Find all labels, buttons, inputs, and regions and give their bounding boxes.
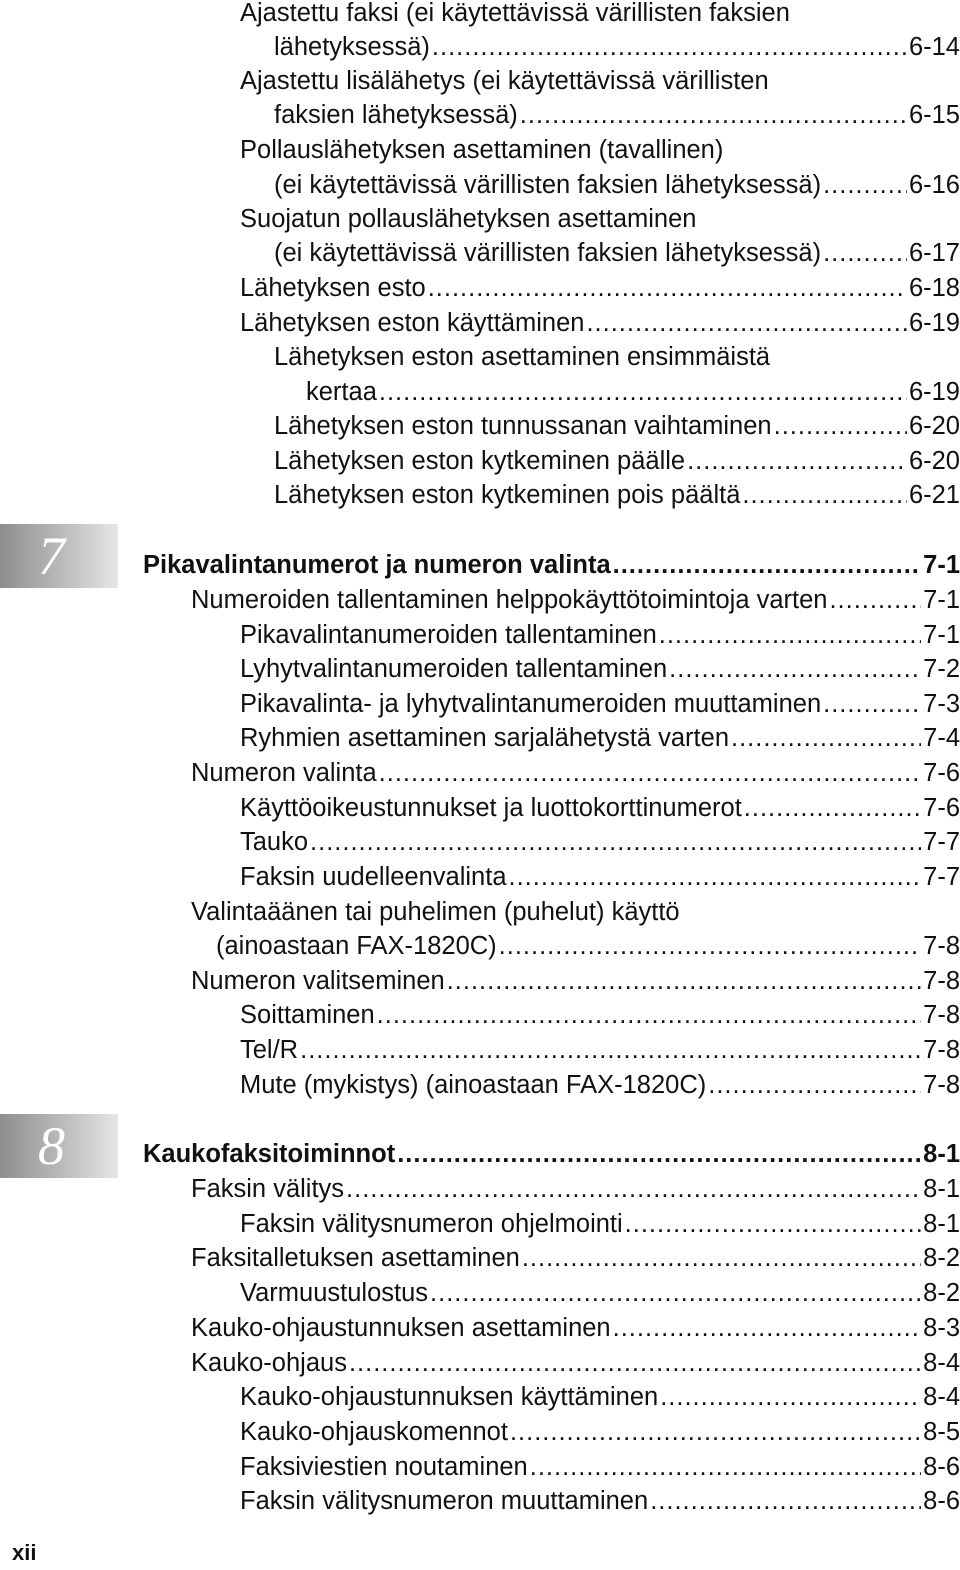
toc-entry-page: 6-19 bbox=[908, 309, 960, 337]
toc-entry-page: 6-15 bbox=[908, 101, 960, 129]
toc-entry[interactable] bbox=[240, 271, 960, 305]
toc-entry-title: Lähetyksen eston käyttäminen bbox=[240, 309, 585, 337]
toc-entry-page: 6-19 bbox=[908, 378, 960, 406]
chapter-title: Pikavalintanumerot ja numeron valinta bbox=[143, 551, 611, 579]
dot-leader bbox=[823, 168, 907, 202]
dot-leader bbox=[829, 583, 921, 617]
toc-entry[interactable] bbox=[191, 583, 960, 617]
toc-entry[interactable] bbox=[274, 409, 960, 443]
toc-entry[interactable] bbox=[240, 1276, 960, 1310]
toc-entry-title: (ei käytettävissä värillisten faksien lähetyksessä) bbox=[274, 239, 822, 267]
toc-entry[interactable] bbox=[240, 1033, 960, 1067]
dot-leader bbox=[731, 721, 921, 755]
toc-entry-page: 7-4 bbox=[923, 724, 960, 752]
toc-entry[interactable] bbox=[240, 721, 960, 755]
dot-leader bbox=[510, 1415, 921, 1449]
toc-entry-title: Faksitalletuksen asettaminen bbox=[191, 1244, 520, 1272]
toc-entry-title: Lyhytvalintanumeroiden tallentaminen bbox=[240, 655, 668, 683]
toc-entry-title: Kauko-ohjaustunnuksen käyttäminen bbox=[240, 1383, 659, 1411]
toc-entry[interactable] bbox=[274, 478, 960, 512]
toc-entry-title: Käyttöoikeustunnukset ja luottokorttinumerot bbox=[240, 794, 742, 822]
toc-entry-title: faksien lähetyksessä) bbox=[274, 101, 518, 129]
toc-entry[interactable] bbox=[240, 1207, 960, 1241]
dot-leader bbox=[430, 1276, 921, 1310]
toc-entry[interactable] bbox=[240, 1068, 960, 1102]
toc-entry-page: 7-7 bbox=[923, 828, 960, 856]
toc-entry-title: Lähetyksen esto bbox=[240, 274, 426, 302]
dot-leader bbox=[613, 548, 922, 582]
dot-leader bbox=[774, 409, 907, 443]
toc-entry-title: Faksin uudelleenvalinta bbox=[240, 863, 507, 891]
toc-entry-page: 6-14 bbox=[908, 33, 960, 61]
dot-leader bbox=[310, 825, 921, 859]
dot-leader bbox=[687, 444, 907, 478]
chapter-heading[interactable] bbox=[143, 548, 960, 582]
toc-entry[interactable] bbox=[274, 30, 960, 64]
toc-entry-page: 8-1 bbox=[923, 1210, 960, 1238]
dot-leader bbox=[669, 652, 921, 686]
toc-entry-page: 8-4 bbox=[923, 1349, 960, 1377]
toc-entry[interactable] bbox=[240, 1450, 960, 1484]
toc-entry-page: 8-2 bbox=[923, 1279, 960, 1307]
dot-leader bbox=[397, 1137, 921, 1171]
toc-entry[interactable] bbox=[240, 860, 960, 894]
chapter-tab-8 bbox=[0, 1114, 118, 1178]
toc-entry[interactable] bbox=[191, 1172, 960, 1206]
toc-entry-page: 6-16 bbox=[908, 171, 960, 199]
toc-entry[interactable] bbox=[240, 1380, 960, 1414]
toc-entry-title: Tauko bbox=[240, 828, 309, 856]
toc-entry-page: 8-6 bbox=[923, 1487, 960, 1515]
dot-leader bbox=[377, 998, 921, 1032]
toc-entry-page: 7-8 bbox=[923, 1001, 960, 1029]
dot-leader bbox=[300, 1033, 921, 1067]
chapter-page: 8-1 bbox=[923, 1140, 960, 1168]
toc-entry[interactable] bbox=[240, 1415, 960, 1449]
toc-entry-page: 8-5 bbox=[923, 1418, 960, 1446]
toc-entry-title: Varmuustulostus bbox=[240, 1279, 429, 1307]
toc-entry-title: Numeron valitseminen bbox=[191, 967, 445, 995]
toc-entry[interactable] bbox=[240, 825, 960, 859]
toc-entry-text: Ajastettu faksi (ei käytettävissä värillisten faksien bbox=[240, 0, 790, 27]
toc-entry[interactable] bbox=[240, 687, 960, 721]
dot-leader bbox=[346, 1172, 921, 1206]
toc-entry-text: Pollauslähetyksen asettaminen (tavallinen) bbox=[240, 136, 724, 164]
toc-entry-page: 6-20 bbox=[908, 447, 960, 475]
toc-entry-title: Faksin välitys bbox=[191, 1175, 345, 1203]
toc-entry-title: Soittaminen bbox=[240, 1001, 375, 1029]
dot-leader bbox=[744, 791, 921, 825]
toc-entry[interactable] bbox=[191, 1241, 960, 1275]
toc-entry-page: 7-7 bbox=[923, 863, 960, 891]
toc-entry-page: 7-8 bbox=[923, 1036, 960, 1064]
toc-entry-title: Mute (mykistys) (ainoastaan FAX-1820C) bbox=[240, 1071, 707, 1099]
dot-leader bbox=[625, 1207, 921, 1241]
toc-entry-title: Kauko-ohjaustunnuksen asettaminen bbox=[191, 1314, 611, 1342]
toc-entry[interactable] bbox=[306, 375, 960, 409]
toc-entry-title: Ryhmien asettaminen sarjalähetystä varten bbox=[240, 724, 729, 752]
toc-entry-title: Faksin välitysnumeron ohjelmointi bbox=[240, 1210, 623, 1238]
dot-leader bbox=[379, 756, 921, 790]
toc-entry-page: 7-1 bbox=[923, 586, 960, 614]
dot-leader bbox=[379, 375, 907, 409]
toc-entry-page: 7-1 bbox=[923, 621, 960, 649]
toc-entry-page: 7-2 bbox=[923, 655, 960, 683]
toc-entry-text: Suojatun pollauslähetyksen asettaminen bbox=[240, 205, 697, 233]
toc-entry-title: Lähetyksen eston tunnussanan vaihtaminen bbox=[274, 412, 772, 440]
toc-entry-text: Ajastettu lisälähetys (ei käytettävissä värillisten bbox=[240, 67, 769, 95]
dot-leader bbox=[742, 478, 907, 512]
toc-entry-title: lähetyksessä) bbox=[274, 33, 430, 61]
toc-entry-page: 7-8 bbox=[923, 1071, 960, 1099]
toc-entry-page: 8-4 bbox=[923, 1383, 960, 1411]
dot-leader bbox=[708, 1068, 921, 1102]
toc-entry[interactable] bbox=[274, 98, 960, 132]
toc-entry-title: Lähetyksen eston kytkeminen päälle bbox=[274, 447, 686, 475]
toc-entry[interactable] bbox=[274, 168, 960, 202]
chapter-heading[interactable] bbox=[143, 1137, 960, 1171]
dot-leader bbox=[522, 1241, 921, 1275]
toc-entry-title: Pikavalintanumeroiden tallentaminen bbox=[240, 621, 657, 649]
dot-leader bbox=[447, 964, 921, 998]
toc-entry-page: 7-8 bbox=[923, 967, 960, 995]
chapter-page: 7-1 bbox=[923, 551, 960, 579]
toc-entry-title: Kauko-ohjauskomennot bbox=[240, 1418, 508, 1446]
toc-entry-text: Valintaäänen tai puhelimen (puhelut) käyttö bbox=[191, 898, 680, 926]
toc-entry[interactable] bbox=[191, 756, 960, 790]
toc-entry-title: Tel/R bbox=[240, 1036, 299, 1064]
toc-entry[interactable] bbox=[240, 1484, 960, 1518]
toc-entry-page: 7-6 bbox=[923, 759, 960, 787]
dot-leader bbox=[586, 306, 906, 340]
dot-leader bbox=[650, 1484, 921, 1518]
dot-leader bbox=[660, 1380, 921, 1414]
toc-entry-page: 8-2 bbox=[923, 1244, 960, 1272]
toc-entry-page: 8-1 bbox=[923, 1175, 960, 1203]
toc-entry-title: (ainoastaan FAX-1820C) bbox=[216, 932, 497, 960]
toc-entry[interactable] bbox=[240, 652, 960, 686]
dot-leader bbox=[428, 271, 907, 305]
dot-leader bbox=[349, 1346, 921, 1380]
toc-entry[interactable] bbox=[274, 236, 960, 270]
chapter-number: 7 bbox=[38, 526, 65, 586]
toc-entry-page: 6-18 bbox=[908, 274, 960, 302]
toc-entry-page: 6-20 bbox=[908, 412, 960, 440]
toc-entry[interactable] bbox=[240, 306, 960, 340]
toc-entry-title: Kauko-ohjaus bbox=[191, 1349, 347, 1377]
toc-entry[interactable] bbox=[240, 618, 960, 652]
toc-entry-title: Faksiviestien noutaminen bbox=[240, 1453, 528, 1481]
toc-entry-page: 8-6 bbox=[923, 1453, 960, 1481]
chapter-title: Kaukofaksitoiminnot bbox=[143, 1140, 396, 1168]
toc-entry[interactable] bbox=[191, 1311, 960, 1345]
toc-entry-page: 7-8 bbox=[923, 932, 960, 960]
dot-leader bbox=[520, 98, 907, 132]
page-number: xii bbox=[12, 1540, 37, 1565]
toc-entry[interactable] bbox=[240, 998, 960, 1032]
chapter-number: 8 bbox=[38, 1116, 65, 1176]
dot-leader bbox=[613, 1311, 922, 1345]
toc-entry-title: Lähetyksen eston kytkeminen pois päältä bbox=[274, 481, 741, 509]
toc-entry[interactable] bbox=[240, 791, 960, 825]
toc-entry[interactable] bbox=[274, 444, 960, 478]
toc-entry-page: 6-17 bbox=[908, 239, 960, 267]
toc-entry-page: 6-21 bbox=[908, 481, 960, 509]
dot-leader bbox=[509, 860, 922, 894]
toc-entry[interactable] bbox=[191, 964, 960, 998]
toc-entry[interactable] bbox=[191, 1346, 960, 1380]
dot-leader bbox=[530, 1450, 921, 1484]
dot-leader bbox=[823, 687, 921, 721]
toc-entry-text: Lähetyksen eston asettaminen ensimmäistä bbox=[274, 343, 771, 371]
toc-entry-title: (ei käytettävissä värillisten faksien lähetyksessä) bbox=[274, 171, 822, 199]
toc-entry-page: 8-3 bbox=[923, 1314, 960, 1342]
toc-entry-title: kertaa bbox=[306, 378, 377, 406]
dot-leader bbox=[659, 618, 921, 652]
toc-entry-page: 7-3 bbox=[923, 690, 960, 718]
dot-leader bbox=[499, 929, 921, 963]
toc-entry-page: 7-6 bbox=[923, 794, 960, 822]
toc-entry-title: Numeroiden tallentaminen helppokäyttötoimintoja varten bbox=[191, 586, 828, 614]
toc-entry[interactable] bbox=[216, 929, 960, 963]
toc-entry-title: Numeron valinta bbox=[191, 759, 377, 787]
dot-leader bbox=[823, 236, 907, 270]
dot-leader bbox=[432, 30, 907, 64]
toc-entry-title: Pikavalinta- ja lyhytvalintanumeroiden muuttaminen bbox=[240, 690, 822, 718]
toc-entry-title: Faksin välitysnumeron muuttaminen bbox=[240, 1487, 649, 1515]
chapter-tab-7 bbox=[0, 524, 118, 588]
